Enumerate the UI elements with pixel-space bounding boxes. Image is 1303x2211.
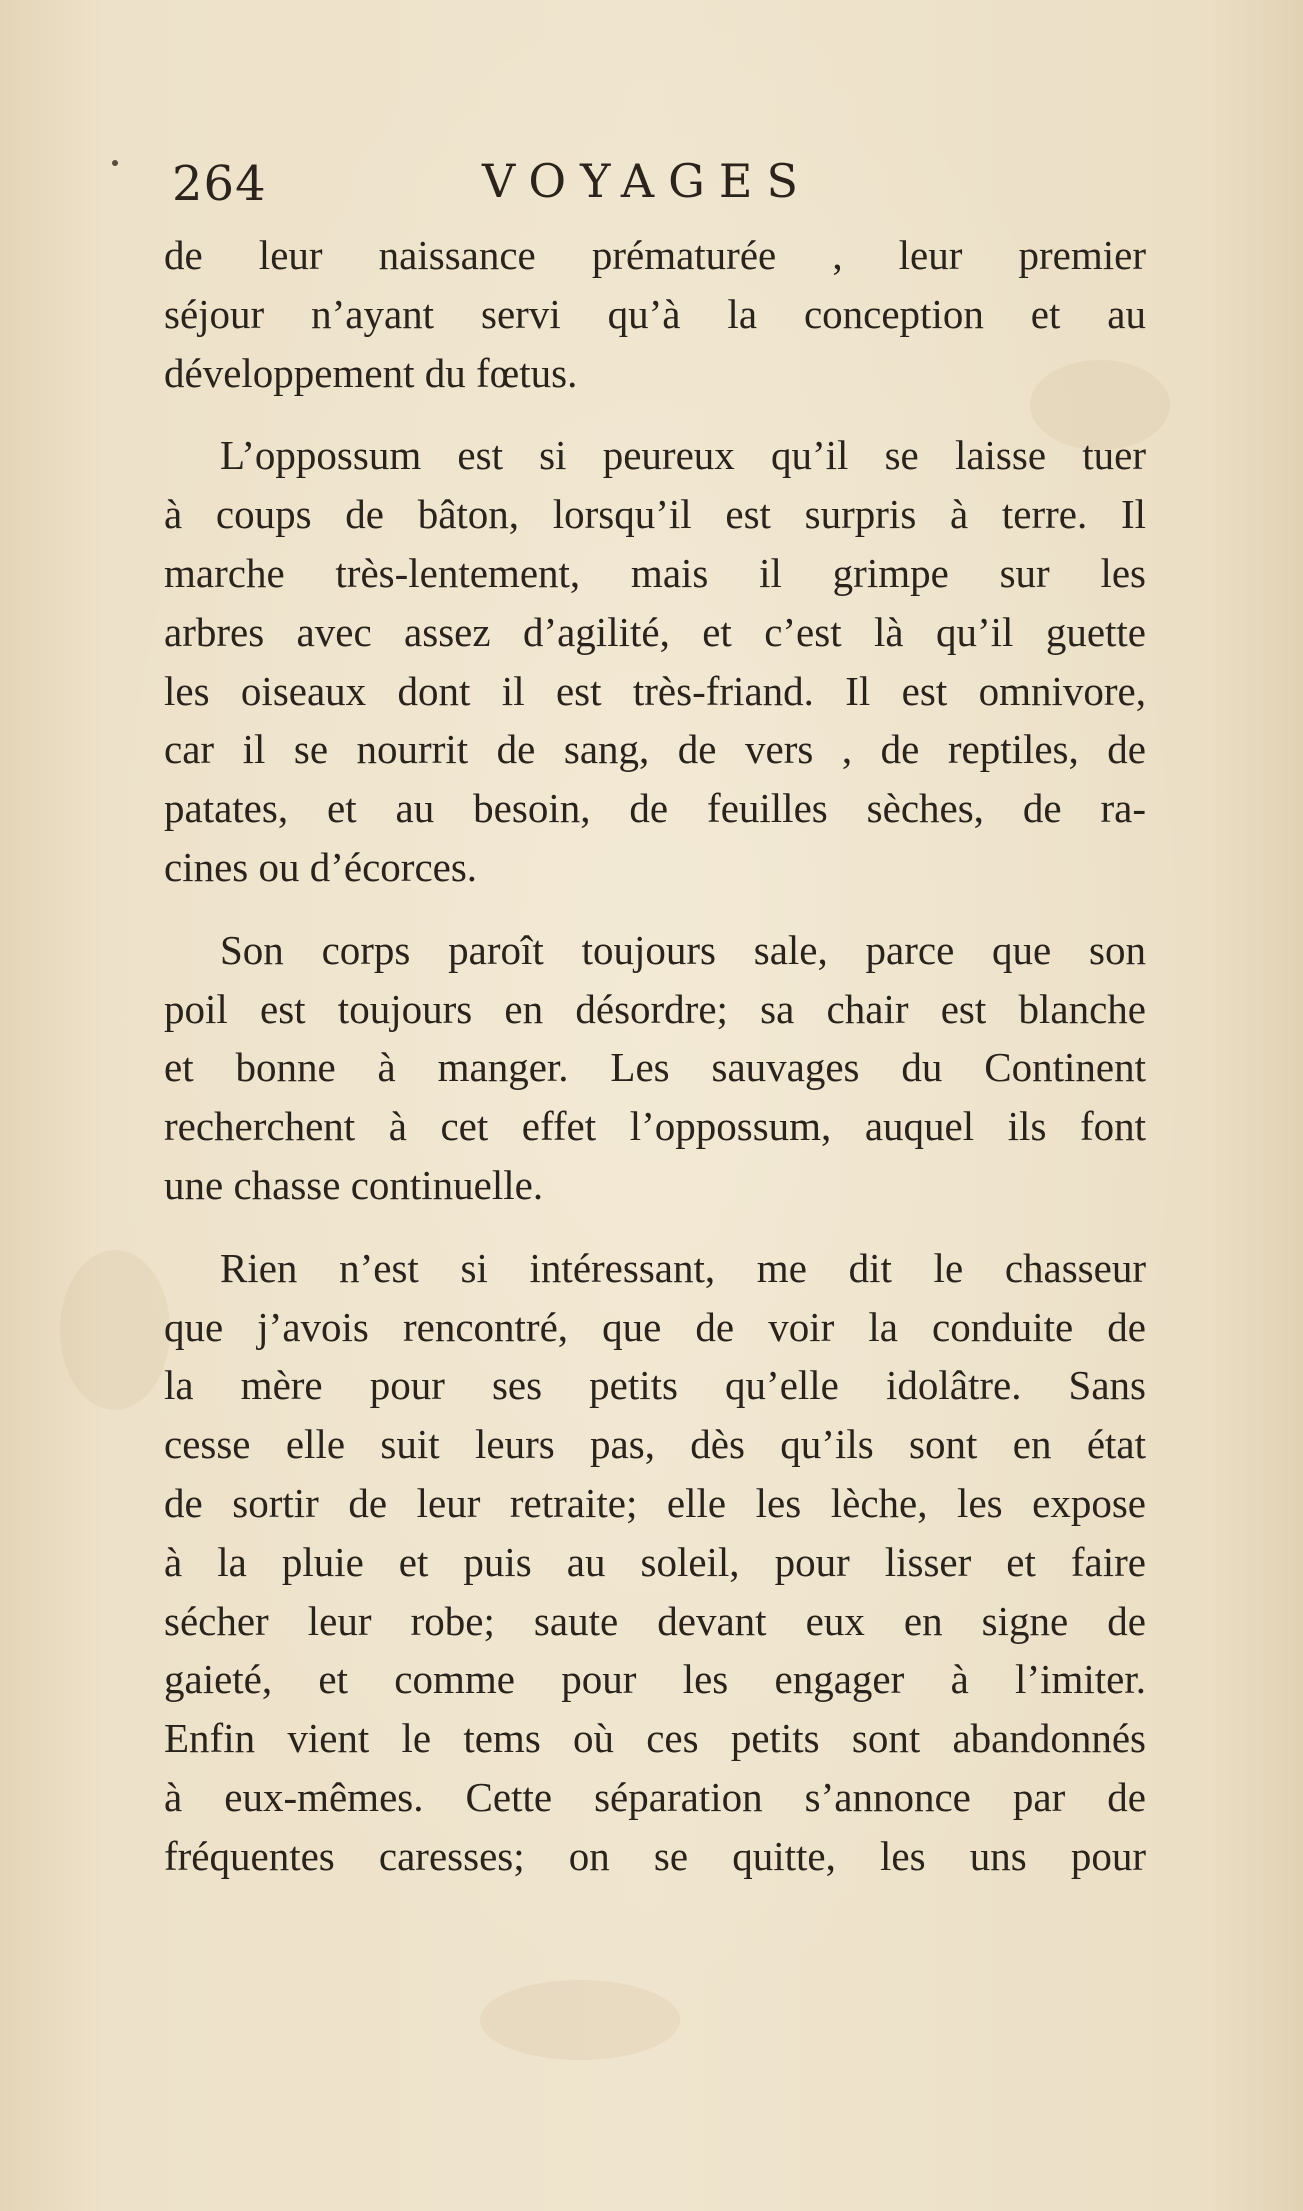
paragraph (164, 921, 1146, 1215)
text-line: patates, et au besoin, de feuilles sèches, de ra- (164, 785, 1146, 832)
text-line: et bonne à manger. Les sauvages du Continent (164, 1044, 1146, 1091)
body-text (164, 226, 1146, 1910)
page-header (172, 148, 1140, 228)
ink-dot (112, 160, 118, 166)
text-line: que j’avois rencontré, que de voir la conduite de (164, 1303, 1146, 1350)
text-line: gaieté, et comme pour les engager à l’imiter. (164, 1656, 1146, 1703)
text-line: une chasse continuelle. (164, 1161, 544, 1208)
text-line: séjour n’ayant servi qu’à la conception et au (164, 290, 1146, 337)
paragraph (164, 1239, 1146, 1886)
text-line: Enfin vient le tems où ces petits sont abandonnés (164, 1715, 1146, 1762)
text-line: sécher leur robe; saute devant eux en signe de (164, 1597, 1146, 1644)
paper-stain (60, 1250, 170, 1410)
running-head: VOYAGES (482, 154, 812, 208)
text-line: à la pluie et puis au soleil, pour lisser et faire (164, 1538, 1146, 1585)
text-line: cines ou d’écorces. (164, 843, 478, 890)
text-line: développement du fœtus. (164, 349, 578, 396)
text-line: de leur naissance prématurée , leur premier (164, 232, 1146, 278)
text-line: à eux-mêmes. Cette séparation s’annonce par de (164, 1773, 1146, 1820)
paragraph (164, 426, 1146, 896)
text-line: la mère pour ses petits qu’elle idolâtre. Sans (164, 1362, 1146, 1409)
text-line: Rien n’est si intéressant, me dit le chasseur (220, 1244, 1146, 1291)
text-line: à coups de bâton, lorsqu’il est surpris à terre. Il (164, 491, 1146, 538)
paragraph (164, 226, 1146, 402)
text-line: Son corps paroît toujours sale, parce que son (220, 926, 1146, 973)
text-line: fréquentes caresses; on se quitte, les uns pour (164, 1832, 1146, 1879)
paper-stain (480, 1980, 680, 2060)
text-line: de sortir de leur retraite; elle les lèche, les expose (164, 1479, 1146, 1526)
text-line: arbres avec assez d’agilité, et c’est là qu’il guette (164, 608, 1146, 655)
text-line: cesse elle suit leurs pas, dès qu’ils sont en état (164, 1421, 1146, 1468)
text-line: car il se nourrit de sang, de vers , de reptiles, de (164, 726, 1146, 773)
page-number: 264 (172, 156, 267, 212)
text-line: recherchent à cet effet l’oppossum, auquel ils font (164, 1103, 1146, 1150)
text-line: les oiseaux dont il est très-friand. Il est omnivore, (164, 667, 1146, 714)
text-line: marche très-lentement, mais il grimpe sur les (164, 549, 1146, 596)
text-line: L’oppossum est si peureux qu’il se laisse tuer (220, 432, 1146, 479)
text-line: poil est toujours en désordre; sa chair est blanche (164, 985, 1146, 1032)
